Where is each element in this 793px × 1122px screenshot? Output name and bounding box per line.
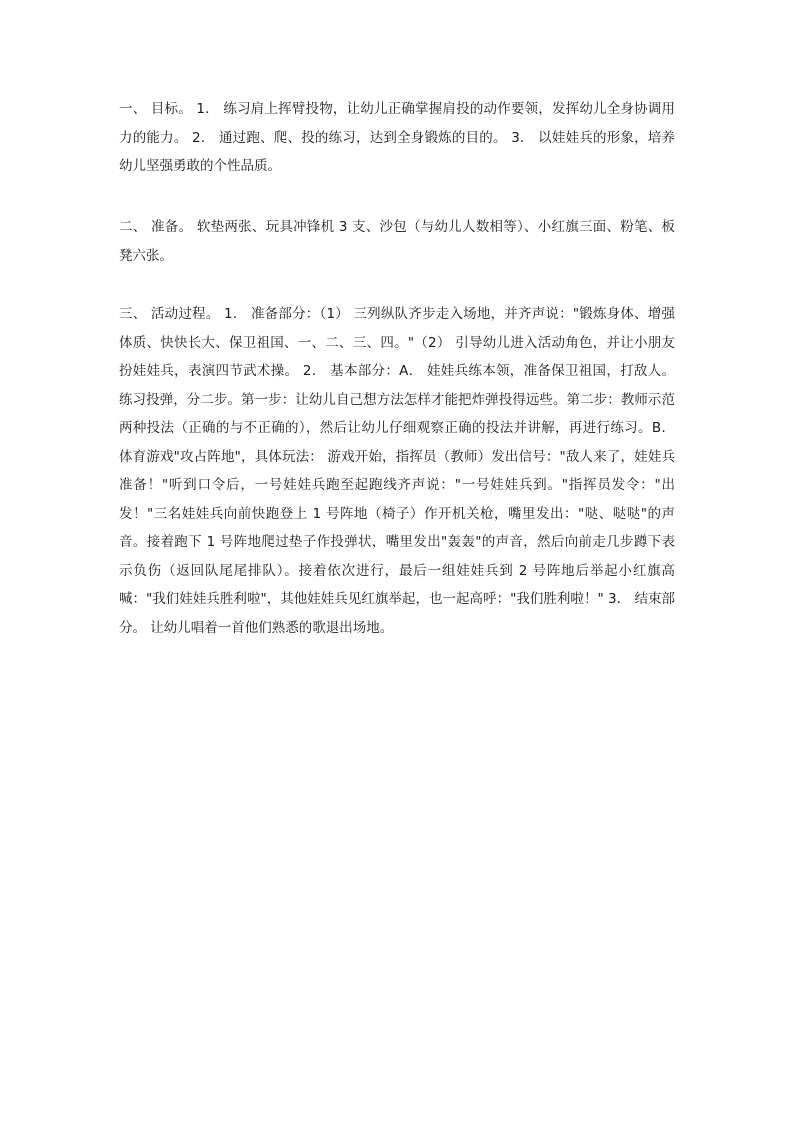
- section-activity-process: 三、 活动过程。 1． 准备部分：（1） 三列纵队齐步走入场地，并齐声说："锻炼身体、增强体质、快快长大、保卫祖国、一、二、三、四。"（2） 引导幼儿进入活动角色，并让小朋友扮娃娃兵，表演四节武术操。 2． 基本部分：A． 娃娃兵练本领，准备保卫祖国，打敌人。 练习投弹，分二步。第一步：让幼儿自己想方法怎样才能把炸弹投得远些。第二步：教师示范两种投法（正确的与不正确的），然后让幼儿仔细观察正确的投法并讲解，再进行练习。B． 体育游戏"攻占阵地"，具体玩法： 游戏开始，指挥员（教师）发出信号："敌人来了，娃娃兵准备！"听到口令后，一号娃娃兵跑至起跑线齐声说："一号娃娃兵到。"指挥员发令："出发！"三名娃娃兵向前快跑登上 1 号阵地（椅子）作开机关枪，嘴里发出："哒、哒哒"的声音。接着跑下 1 号阵地爬过垫子作投弹状，嘴里发出"轰轰"的声音，然后向前走几步蹲下表示负伤（返回队尾尾排队）。接着依次进行，最后一组娃娃兵到 2 号阵地后举起小红旗高喊："我们娃娃兵胜利啦"，其他娃娃兵见红旗举起，也一起高呼："我们胜利啦！" 3． 结束部分。 让幼儿唱着一首他们熟悉的歌退出场地。: [119, 306, 675, 636]
- section-goals: 一、 目标。 1． 练习肩上挥臂投物，让幼儿正确掌握肩投的动作要领，发挥幼儿全身协调用力的能力。 2． 通过跑、爬、投的练习，达到全身锻炼的目的。 3． 以娃娃兵的形象，培养幼儿坚强勇敢的个性品质。: [119, 101, 675, 174]
- section-preparation: 二、 准备。 软垫两张、玩具冲锋机 3 支、沙包（与幼儿人数相等）、小红旗三面、粉笔、板凳六张。: [119, 219, 675, 264]
